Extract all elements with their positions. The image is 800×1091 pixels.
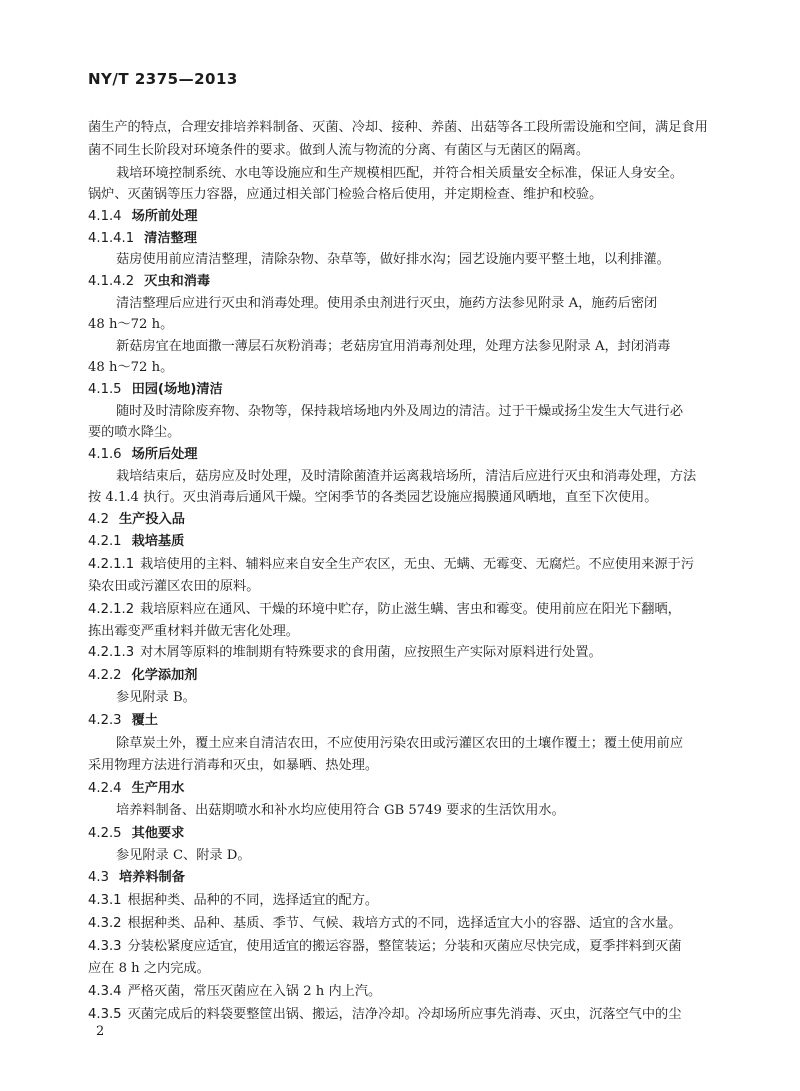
body-text-line: 参见附录 B。: [116, 690, 196, 705]
page-number: 2: [96, 1024, 105, 1039]
section-heading-4-2-2: [88, 666, 198, 686]
section-number: 4.1.5: [88, 382, 122, 397]
body-text-line: 应在 8 h 之内完成。: [88, 961, 210, 976]
section-number: 4.3: [88, 870, 109, 885]
clause-4-2-1-3: [88, 643, 602, 663]
body-text-line: 栽培结束后，菇房应及时处理，及时清除菌渣并运离栽培场所，清洁后应进行灭虫和消毒处理，方法: [116, 469, 697, 484]
body-text-line: 菌不同生长阶段对环境条件的要求。做到人流与物流的分离、有菌区与无菌区的隔离。: [88, 143, 590, 158]
section-number: 4.1.4.2: [88, 274, 135, 289]
section-heading-4-1-5: [88, 380, 223, 400]
body-text-line: 菇房使用前应清洁整理，清除杂物、杂草等，做好排水沟；园艺设施内要平整土地，以利排灌。: [116, 252, 670, 267]
section-heading-4-1-4: [88, 207, 198, 227]
clause-4-3-2: [88, 914, 681, 934]
section-number: 4.2.4: [88, 781, 122, 796]
body-text-line: 48 h～72 h。: [88, 360, 174, 375]
clause-text: 灭菌完成后的料袋要整筐出锅、搬运，洁净冷却。冷却场所应事先消毒、灭虫，沉落空气中的尘: [127, 1007, 682, 1022]
body-text-line: 锅炉、灭菌锅等压力容器，应通过相关部门检验合格后使用，并定期检查、维护和校验。: [88, 187, 603, 202]
section-heading-4-3: [88, 868, 185, 888]
body-text-line: 染农田或污灌区农田的原料。: [88, 579, 260, 594]
body-text-line: 清洁整理后应进行灭虫和消毒处理。使用杀虫剂进行灭虫，施药方法参见附录 A，施药后密闭: [116, 296, 658, 311]
section-title: 田园(场地)清洁: [131, 382, 223, 397]
section-title: 场所前处理: [131, 209, 198, 224]
clause-4-2-1-1: [88, 555, 694, 575]
body-text-line: 采用物理方法进行消毒和灭虫，如暴晒、热处理。: [88, 758, 379, 773]
clause-number: 4.3.5: [88, 1007, 122, 1022]
section-title: 灭虫和消毒: [144, 274, 211, 289]
section-title: 生产投入品: [118, 512, 185, 527]
body-text-line: 要的喷水降尘。: [88, 425, 181, 440]
body-text-line: 栽培环境控制系统、水电等设施应和生产规模相匹配，并符合相关质量安全标准，保证人身安全。: [116, 166, 684, 181]
section-number: 4.2: [88, 512, 109, 527]
section-heading-4-1-6: [88, 445, 198, 465]
section-heading-4-1-4-1: [88, 229, 197, 249]
section-heading-4-1-4-2: [88, 272, 210, 292]
body-text-line: 参见附录 C、附录 D。: [116, 848, 251, 863]
clause-text: 栽培使用的主料、辅料应来自安全生产农区，无虫、无螨、无霉变、无腐烂。不应使用来源于污: [140, 557, 695, 572]
clause-text: 分装松紧度应适宜，使用适宜的搬运容器，整筐装运；分装和灭菌应尽快完成，夏季拌料到灭菌: [127, 939, 682, 954]
body-text-line: 按 4.1.4 执行。灭虫消毒后通风干燥。空闲季节的各类园艺设施应揭膜通风晒地，直至下次使用。: [88, 490, 658, 505]
section-heading-4-2-4: [88, 779, 184, 799]
section-title: 场所后处理: [131, 447, 198, 462]
clause-text: 根据种类、品种、基质、季节、气候、栽培方式的不同，选择适宜大小的容器、适宜的含水量。: [127, 916, 682, 931]
body-text-line: 拣出霉变严重材料并做无害化处理。: [88, 624, 299, 639]
clause-text: 根据种类、品种的不同，选择适宜的配方。: [127, 893, 379, 908]
section-title: 化学添加剂: [131, 668, 198, 683]
section-title: 栽培基质: [131, 534, 185, 549]
body-text-line: 随时及时清除废弃物、杂物等，保持栽培场地内外及周边的清洁。过于干燥或扬尘发生大气进行必: [116, 404, 684, 419]
section-number: 4.2.3: [88, 713, 122, 728]
body-text-line: 新菇房宜在地面撒一薄层石灰粉消毒；老菇房宜用消毒剂处理，处理方法参见附录 A，封闭消毒: [116, 339, 671, 354]
section-heading-4-2-5: [88, 824, 184, 844]
body-text-line: 菌生产的特点，合理安排培养料制备、灭菌、冷却、接种、养菌、出菇等各工段所需设施和空间，满足食用: [88, 120, 708, 135]
section-number: 4.2.1: [88, 534, 122, 549]
section-number: 4.2.2: [88, 668, 122, 683]
clause-4-2-1-2: [88, 600, 681, 620]
clause-number: 4.2.1.1: [88, 557, 135, 572]
section-title: 培养料制备: [118, 870, 185, 885]
section-heading-4-2: [88, 510, 185, 530]
section-number: 4.2.5: [88, 826, 122, 841]
section-title: 覆土: [131, 713, 158, 728]
document-code-header: NY/T 2375—2013: [88, 70, 238, 88]
section-title: 生产用水: [131, 781, 185, 796]
body-text-line: 培养料制备、出菇期喷水和补水均应使用符合 GB 5749 要求的生活饮用水。: [116, 803, 565, 818]
body-text-line: 除草炭土外，覆土应来自清洁农田，不应使用污染农田或污灌区农田的土壤作覆土；覆土使用前应: [116, 736, 684, 751]
clause-number: 4.3.3: [88, 939, 122, 954]
clause-4-3-1: [88, 891, 378, 911]
clause-4-3-5: [88, 1005, 681, 1025]
section-heading-4-2-3: [88, 711, 158, 731]
clause-text: 栽培原料应在通风、干燥的环境中贮存，防止滋生螨、害虫和霉变。使用前应在阳光下翻晒，: [140, 602, 681, 617]
clause-text: 对木屑等原料的堆制期有特殊要求的食用菌，应按照生产实际对原料进行处置。: [140, 645, 602, 660]
section-number: 4.1.6: [88, 447, 122, 462]
clause-number: 4.2.1.3: [88, 645, 135, 660]
clause-4-3-3: [88, 937, 681, 957]
section-title: 其他要求: [131, 826, 185, 841]
clause-number: 4.3.4: [88, 984, 122, 999]
clause-text: 严格灭菌，常压灭菌应在入锅 2 h 内上汽。: [127, 984, 382, 999]
section-number: 4.1.4.1: [88, 231, 135, 246]
body-text-line: 48 h～72 h。: [88, 317, 174, 332]
clause-number: 4.2.1.2: [88, 602, 135, 617]
section-number: 4.1.4: [88, 209, 122, 224]
clause-4-3-4: [88, 982, 381, 1002]
clause-number: 4.3.2: [88, 916, 122, 931]
section-title: 清洁整理: [144, 231, 197, 246]
section-heading-4-2-1: [88, 532, 184, 552]
clause-number: 4.3.1: [88, 893, 122, 908]
